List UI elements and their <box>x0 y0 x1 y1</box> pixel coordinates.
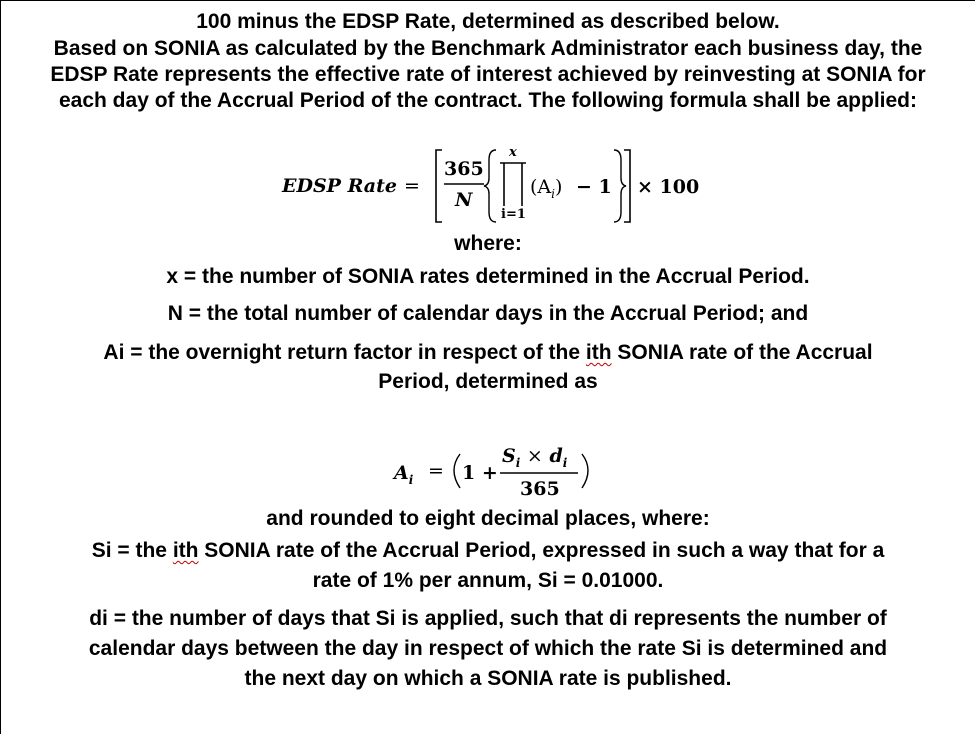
intro-line-4: each day of the Accrual Period of the contract. The following formula shall be applied: <box>58 89 918 112</box>
ai-equals: = <box>428 460 444 482</box>
formula-lhs: EDSP Rate <box>282 175 397 197</box>
ai-numerator: $S_i \times d_i$ <box>502 445 568 470</box>
ai-lhs: $A_i$ <box>394 462 414 487</box>
ai-one-plus: 1 + <box>462 462 498 484</box>
formula-minus-one: − 1 <box>576 176 612 198</box>
product-term: $(A_i)$ <box>530 176 563 201</box>
x-definition: x = the number of SONIA rates determined in the Accrual Period. <box>166 265 810 288</box>
n-definition: N = the total number of calendar days in the Accrual Period; and <box>167 302 809 325</box>
ai-definition-line-1: Ai = the overnight return factor in respect of the ith SONIA rate of the Accrual <box>103 341 873 364</box>
ai-definition-line-2: Period, determined as <box>378 370 598 393</box>
di-definition-line-1: di = the number of days that Si is applied, such that di represents the number of <box>89 607 887 630</box>
formula-times-100: × 100 <box>637 176 700 198</box>
rounding-line: and rounded to eight decimal places, where: <box>266 507 710 530</box>
intro-line-2: Based on SONIA as calculated by the Benchmark Administrator each business day, the <box>53 37 923 60</box>
di-definition-line-2: calendar days between the day in respect of which the rate Si is determined and <box>88 637 888 660</box>
formula-denominator: N <box>455 189 473 211</box>
formula-equals: = <box>404 175 420 197</box>
si-definition-line-1: Si = the ith SONIA rate of the Accrual Period, expressed in such a way that for a <box>91 539 885 562</box>
formula-numerator: 365 <box>444 158 484 180</box>
si-definition-line-2: rate of 1% per annum, Si = 0.01000. <box>312 569 664 592</box>
ai-denominator: 365 <box>520 478 560 500</box>
product-lower: i=1 <box>501 207 526 222</box>
intro-line-1: 100 minus the EDSP Rate, determined as described below. <box>196 10 780 33</box>
intro-line-3: EDSP Rate represents the effective rate of interest achieved by reinvesting at SONIA for <box>50 63 926 86</box>
product-upper: x <box>509 145 517 160</box>
di-definition-line-3: the next day on which a SONIA rate is published. <box>244 667 732 690</box>
where-label: where: <box>454 232 522 255</box>
